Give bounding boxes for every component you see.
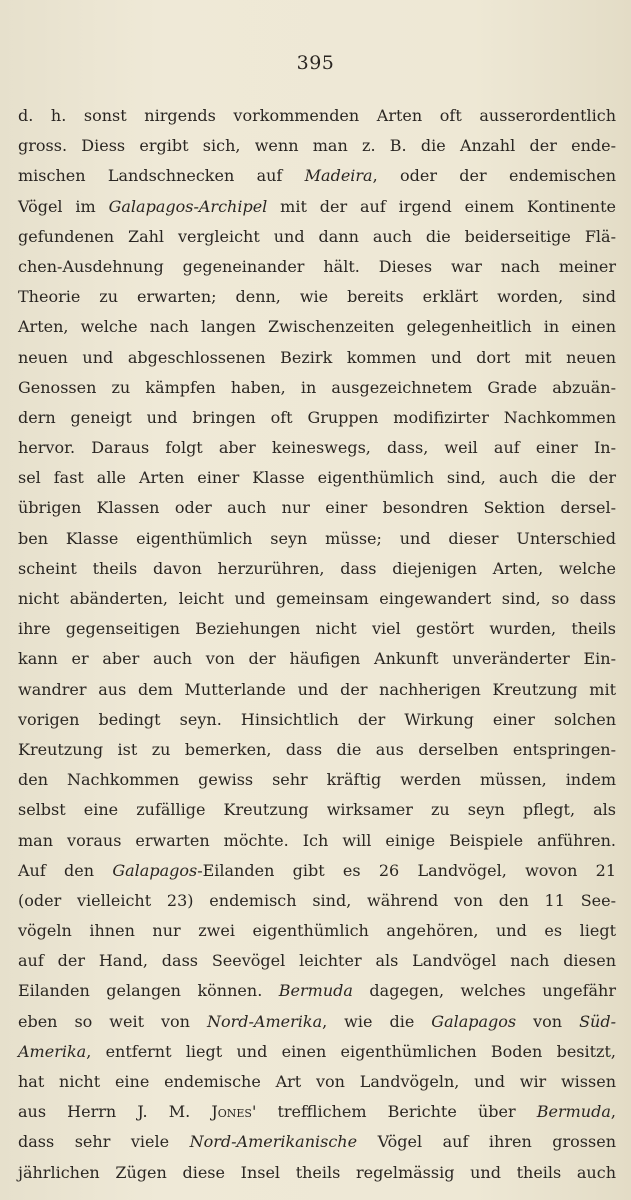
text-line	[18, 765, 616, 795]
body-text	[18, 101, 616, 1188]
text-line	[18, 1067, 616, 1097]
text-line	[18, 1158, 616, 1188]
text-line	[18, 373, 616, 403]
text-segment: chen-Ausdehnung gegeneinander hält. Dieses war nach meiner	[18, 256, 616, 276]
text-line	[18, 101, 616, 131]
text-line	[18, 463, 616, 493]
text-segment: Süd-	[579, 1011, 617, 1031]
text-line	[18, 614, 616, 644]
text-line	[18, 644, 616, 674]
text-segment: übrigen Klassen oder auch nur einer besondren Sektion dersel-	[18, 498, 616, 518]
text-line	[18, 1127, 616, 1157]
text-segment: den Nachkommen gewiss sehr kräftig werden müssen, indem	[18, 770, 616, 790]
text-line	[18, 735, 616, 765]
text-segment: gefundenen Zahl vergleicht und dann auch die beiderseitige Flä-	[18, 226, 616, 246]
text-line	[18, 312, 616, 342]
text-line	[18, 795, 616, 825]
text-segment: ,	[610, 1102, 616, 1122]
text-segment: nicht abänderten, leicht und gemeinsam eingewandert sind, so dass	[18, 589, 616, 608]
text-line	[18, 916, 616, 946]
text-segment: Galapagos-Archipel	[108, 196, 268, 216]
text-line	[18, 524, 616, 554]
text-line	[18, 403, 616, 433]
text-line	[18, 554, 616, 584]
text-line	[18, 675, 616, 705]
text-segment: aus Herrn J. M.	[18, 1102, 212, 1122]
text-line	[18, 192, 616, 222]
text-segment: Arten, welche nach langen Zwischenzeiten gelegenheitlich in einen	[18, 317, 616, 337]
text-line	[18, 161, 616, 191]
text-segment: selbst eine zufällige Kreutzung wirksamer zu seyn pflegt, als	[18, 800, 616, 820]
text-segment: Theorie zu erwarten; denn, wie bereits erklärt worden, sind	[18, 287, 616, 307]
text-segment: mit der auf irgend einem Kontinente	[267, 196, 616, 216]
text-segment: ben Klasse eigenthümlich seyn müsse; und dieser Unterschied	[18, 528, 616, 548]
text-segment: eben so weit von	[18, 1011, 207, 1031]
text-line	[18, 131, 616, 161]
text-line	[18, 282, 616, 312]
text-line	[18, 222, 616, 252]
text-segment: kann er aber auch von der häufigen Ankunft unveränderter Ein-	[18, 649, 616, 669]
text-segment: gross. Diess ergibt sich, wenn man z. B. die Anzahl der ende-	[18, 136, 616, 156]
text-segment: dern geneigt und bringen oft Gruppen modifizirter Nachkommen	[18, 407, 616, 427]
text-segment: -Eilanden gibt es 26 Landvögel, wovon 21	[197, 860, 617, 880]
text-line	[18, 343, 616, 373]
text-line	[18, 1007, 616, 1037]
text-segment: d. h. sonst nirgends vorkommenden Arten oft ausserordentlich	[18, 106, 616, 125]
text-line	[18, 826, 616, 856]
text-segment: Nord-Amerikanische	[189, 1132, 358, 1152]
text-segment: jährlichen Zügen diese Insel theils regelmässig und theils auch	[18, 1162, 616, 1182]
text-segment: dass sehr viele	[18, 1132, 190, 1152]
text-segment: Bermuda	[536, 1102, 611, 1122]
text-segment: Amerika	[18, 1041, 87, 1061]
text-segment: Nord-Amerika	[206, 1011, 323, 1031]
text-segment: man voraus erwarten möchte. Ich will einige Beispiele anführen.	[18, 830, 616, 850]
text-segment: hervor. Daraus folgt aber keineswegs, dass, weil auf einer In-	[18, 438, 616, 458]
text-segment: mischen Landschnecken auf	[18, 166, 305, 186]
text-segment: vögeln ihnen nur zwei eigenthümlich angehören, und es liegt	[18, 921, 616, 941]
text-segment: Vögel im	[18, 196, 109, 216]
text-segment: neuen und abgeschlossenen Bezirk kommen und dort mit neuen	[18, 347, 616, 367]
text-segment: scheint theils davon herzurühren, dass diejenigen Arten, welche	[18, 558, 616, 578]
text-segment: ' trefflichem Berichte über	[251, 1102, 537, 1122]
text-segment: Kreutzung ist zu bemerken, dass die aus derselben entspringen-	[18, 739, 616, 759]
text-segment: von	[516, 1011, 580, 1031]
text-segment: wandrer aus dem Mutterlande und der nachherigen Kreutzung mit	[18, 679, 616, 699]
text-segment: ihre gegenseitigen Beziehungen nicht viel gestört wurden, theils	[18, 619, 616, 639]
text-line	[18, 1097, 616, 1127]
text-segment: , wie die	[322, 1011, 432, 1031]
text-segment: Eilanden gelangen können.	[18, 981, 279, 1001]
text-line	[18, 1037, 616, 1067]
page-number: 395	[296, 52, 335, 74]
text-line	[18, 584, 616, 614]
text-segment: auf der Hand, dass Seevögel leichter als Landvögel nach diesen	[18, 951, 616, 971]
text-segment: Auf den	[18, 860, 113, 880]
text-segment: Galapagos	[431, 1011, 517, 1031]
text-segment: , oder der endemischen	[372, 166, 617, 186]
text-segment: dagegen, welches ungefähr	[352, 981, 616, 1001]
text-line	[18, 856, 616, 886]
text-segment: Madeira	[304, 166, 373, 186]
text-segment: Galapagos	[112, 860, 198, 880]
text-segment: sel fast alle Arten einer Klasse eigenthümlich sind, auch die der	[18, 468, 616, 488]
text-line	[18, 433, 616, 463]
text-segment: Bermuda	[278, 981, 353, 1001]
text-line	[18, 493, 616, 523]
text-line	[18, 886, 616, 916]
text-segment: vorigen bedingt seyn. Hinsichtlich der Wirkung einer solchen	[18, 709, 616, 729]
text-segment: Vögel auf ihren grossen	[357, 1132, 616, 1152]
text-segment: , entfernt liegt und einen eigenthümlichen Boden besitzt,	[86, 1041, 616, 1061]
text-segment: (oder vielleicht 23) endemisch sind, während von den 11 See-	[18, 890, 616, 910]
text-segment: Jones	[211, 1102, 252, 1122]
text-line	[18, 976, 616, 1006]
text-segment: hat nicht eine endemische Art von Landvögeln, und wir wissen	[18, 1072, 616, 1091]
text-line	[18, 705, 616, 735]
text-line	[18, 252, 616, 282]
text-line	[18, 946, 616, 976]
text-segment: Genossen zu kämpfen haben, in ausgezeichnetem Grade abzuän-	[18, 377, 616, 397]
